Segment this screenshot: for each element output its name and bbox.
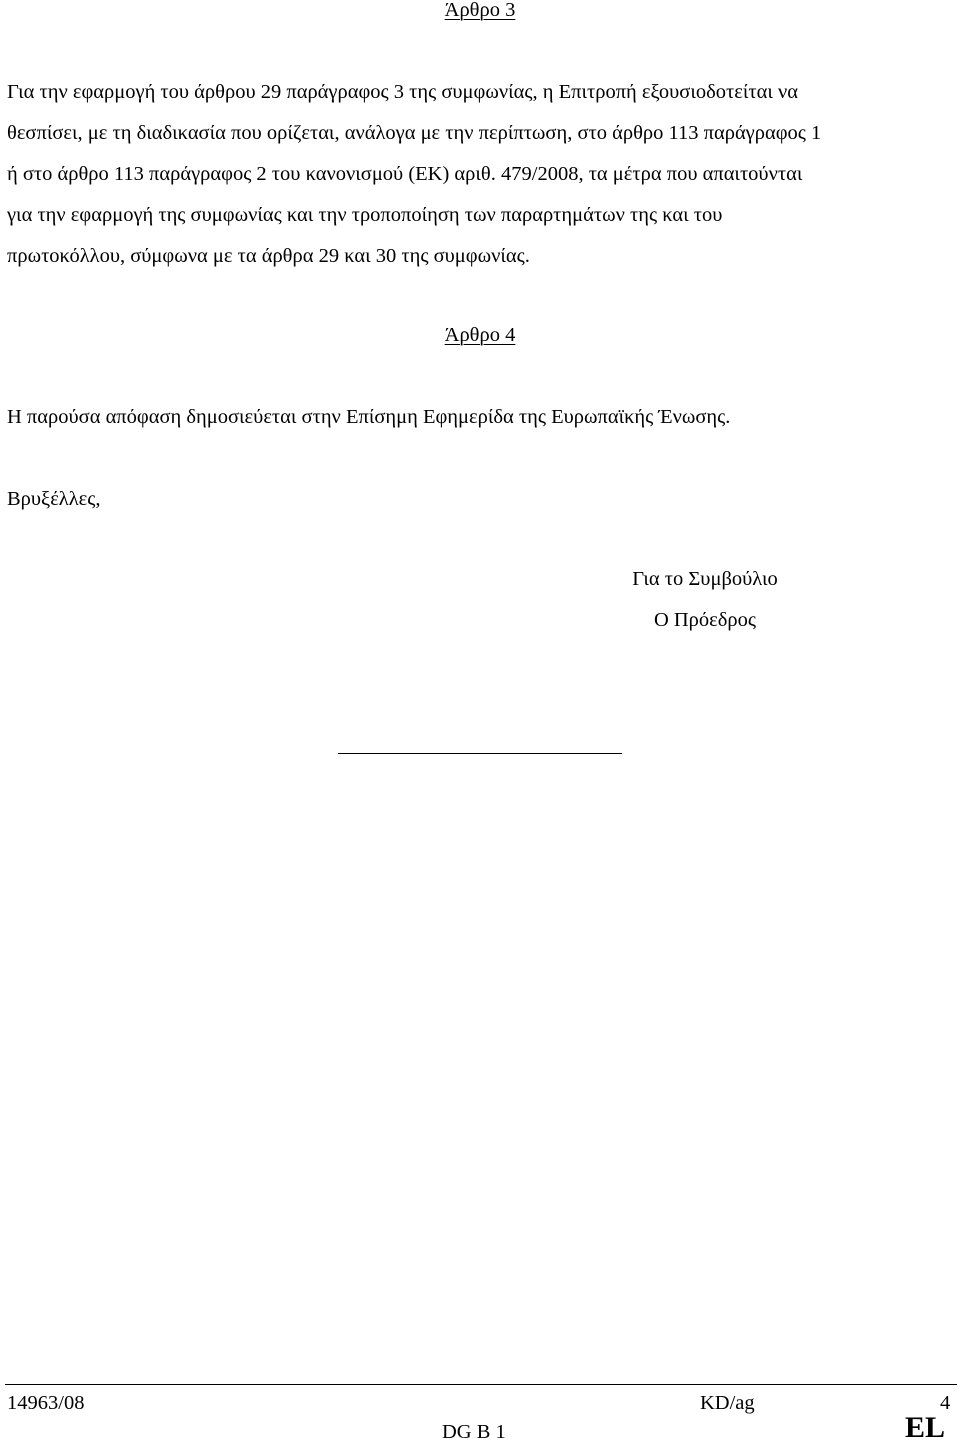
place-line: Βρυξέλλες, <box>7 488 101 510</box>
signature-for: Για το Συμβούλιο <box>632 568 778 590</box>
article-3-heading: Άρθρο 3 <box>444 0 516 21</box>
footer-language-code: EL <box>905 1411 946 1444</box>
footer-rule <box>5 1384 957 1385</box>
signature-title: Ο Πρόεδρος <box>653 609 757 631</box>
paragraph-line: πρωτοκόλλου, σύμφωνα με τα άρθρα 29 και 30 της συμφωνίας. <box>7 245 530 267</box>
footer-initials: KD/ag <box>700 1392 755 1414</box>
footer-doc-number: 14963/08 <box>7 1392 85 1414</box>
paragraph-line: Για την εφαρμογή του άρθρου 29 παράγραφος 3 της συμφωνίας, η Επιτροπή εξουσιοδοτείται να <box>7 81 799 103</box>
footer-directorate: DG B 1 <box>442 1421 506 1443</box>
article-4-text: Η παρούσα απόφαση δημοσιεύεται στην Επίσημη Εφημερίδα της Ευρωπαϊκής Ένωσης. <box>7 406 731 428</box>
paragraph-line: θεσπίσει, με τη διαδικασία που ορίζεται, ανάλογα με την περίπτωση, στο άρθρο 113 παράγραφος 1 <box>7 122 822 144</box>
paragraph-line: ή στο άρθρο 113 παράγραφος 2 του κανονισμού (ΕΚ) αριθ. 479/2008, τα μέτρα που απαιτούνται <box>7 163 803 185</box>
footer-page-number: 4 <box>940 1392 951 1414</box>
article-4-heading: Άρθρο 4 <box>444 324 516 346</box>
paragraph-line: για την εφαρμογή της συμφωνίας και την τροποποίηση των παραρτημάτων της και του <box>7 204 723 226</box>
end-separator-line <box>338 753 622 754</box>
